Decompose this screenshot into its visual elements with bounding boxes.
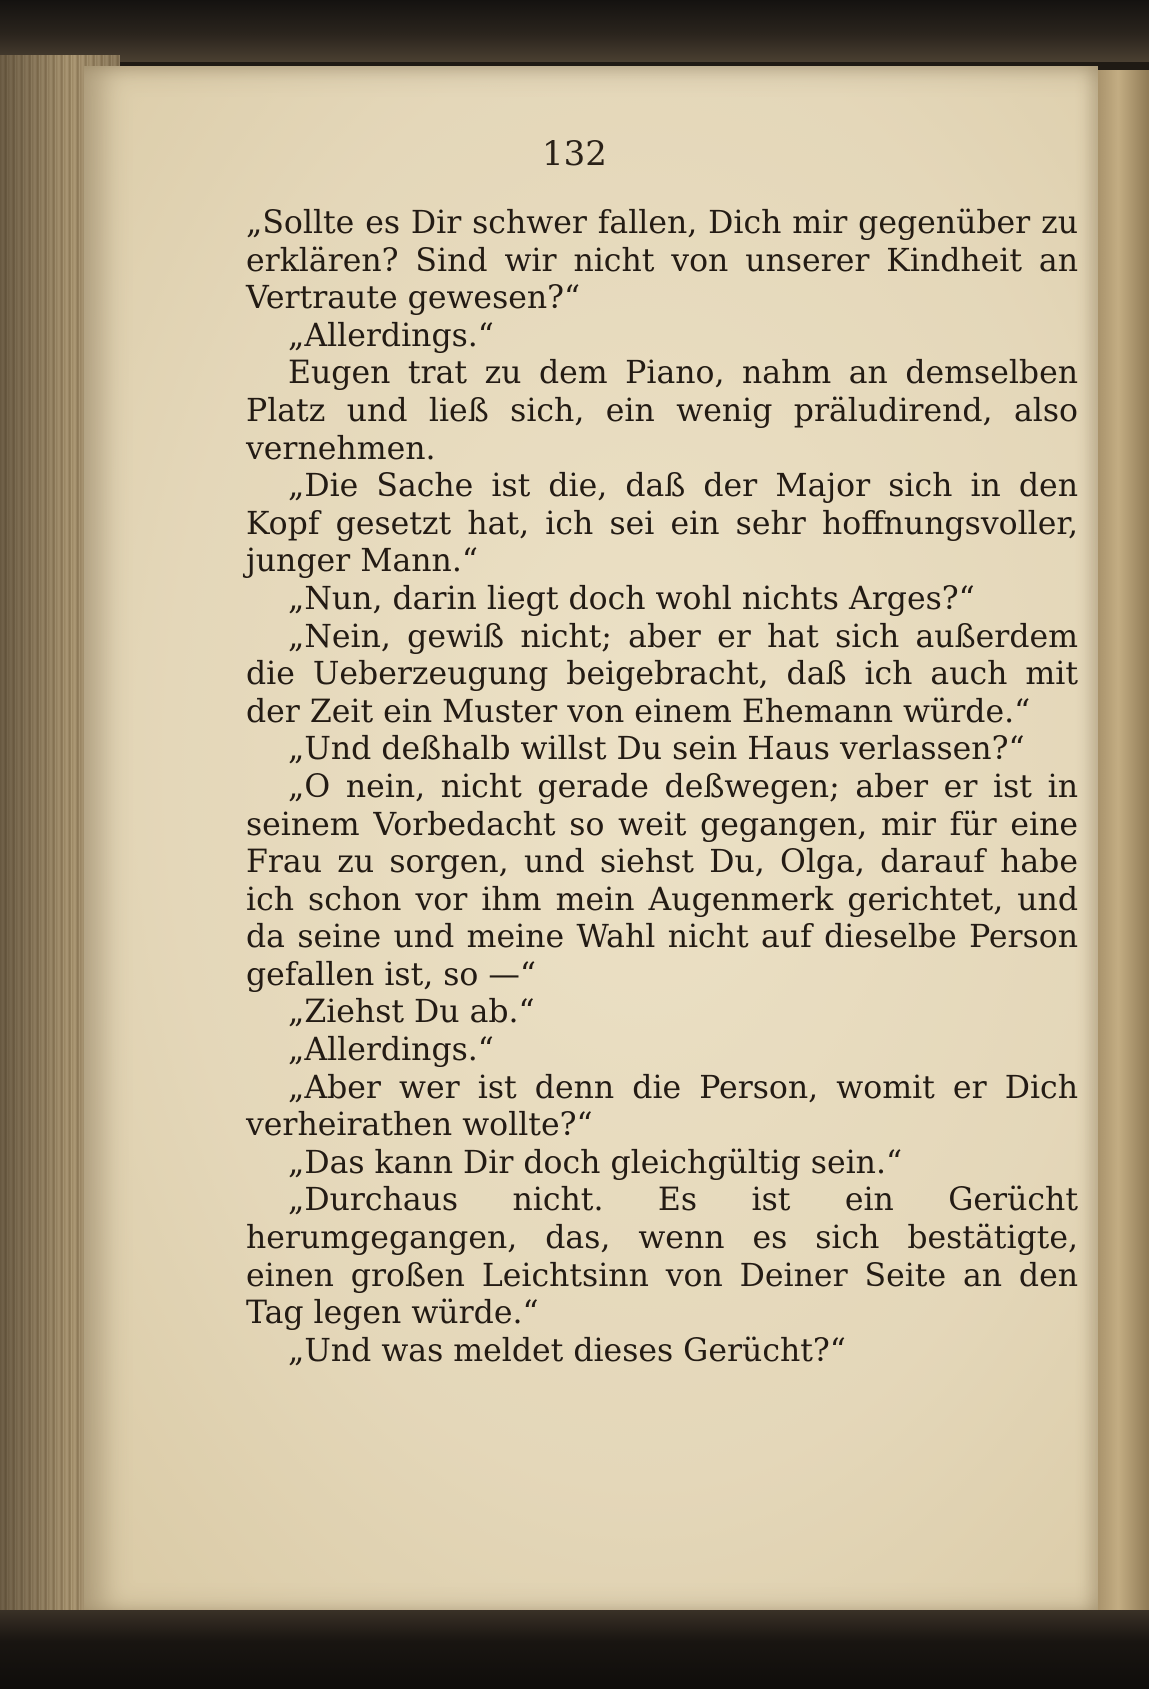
paragraph: „Und deßhalb willst Du sein Haus verlassen?“	[288, 731, 1025, 768]
paragraph: „Sollte es Dir schwer fallen, Dich mir gegenüber zu erklären? Sind wir nicht von unserer Kindheit an Vertraute gewesen?“	[246, 205, 1078, 317]
facing-page-edge	[1098, 70, 1149, 1615]
paragraph: Eugen trat zu dem Piano, nahm an demselben Platz und ließ sich, ein wenig präludirend, also vernehmen.	[246, 355, 1078, 467]
paragraph: „Allerdings.“	[288, 1032, 494, 1069]
paragraph: „Ziehst Du ab.“	[288, 994, 535, 1031]
paragraph: „Allerdings.“	[288, 317, 494, 354]
book-binding-bottom	[0, 1610, 1149, 1689]
paragraph: „Das kann Dir doch gleichgültig sein.“	[288, 1144, 903, 1181]
page-text	[246, 205, 1078, 1370]
paragraph: „O nein, nicht gerade deßwegen; aber er ist in seinem Vorbedacht so weit gegangen, mir für eine Frau zu sorgen, und siehst Du, Olga, darauf habe ich schon vor ihm mein Augenmerk gerichtet, und da seine und meine Wahl nicht auf dieselbe Person gefallen ist, so —“	[246, 768, 1078, 993]
book-binding-top	[0, 0, 1149, 62]
page-number: 132	[542, 134, 607, 174]
paragraph: „Durchaus nicht. Es ist ein Gerücht herumgegangen, das, wenn es sich bestätigte, einen großen Leichtsinn von Deiner Seite an den Tag legen würde.“	[246, 1182, 1078, 1332]
paragraph: „Aber wer ist denn die Person, womit er Dich verheirathen wollte?“	[246, 1069, 1078, 1144]
paragraph: „Nein, gewiß nicht; aber er hat sich außerdem die Ueberzeugung beigebracht, daß ich auch mit der Zeit ein Muster von einem Ehemann würde.“	[246, 618, 1078, 730]
paragraph: „Die Sache ist die, daß der Major sich in den Kopf gesetzt hat, ich sei ein sehr hoffnungsvoller, junger Mann.“	[246, 468, 1078, 580]
paragraph: „Und was meldet dieses Gerücht?“	[288, 1332, 846, 1369]
paragraph: „Nun, darin liegt doch wohl nichts Arges?“	[288, 580, 975, 617]
